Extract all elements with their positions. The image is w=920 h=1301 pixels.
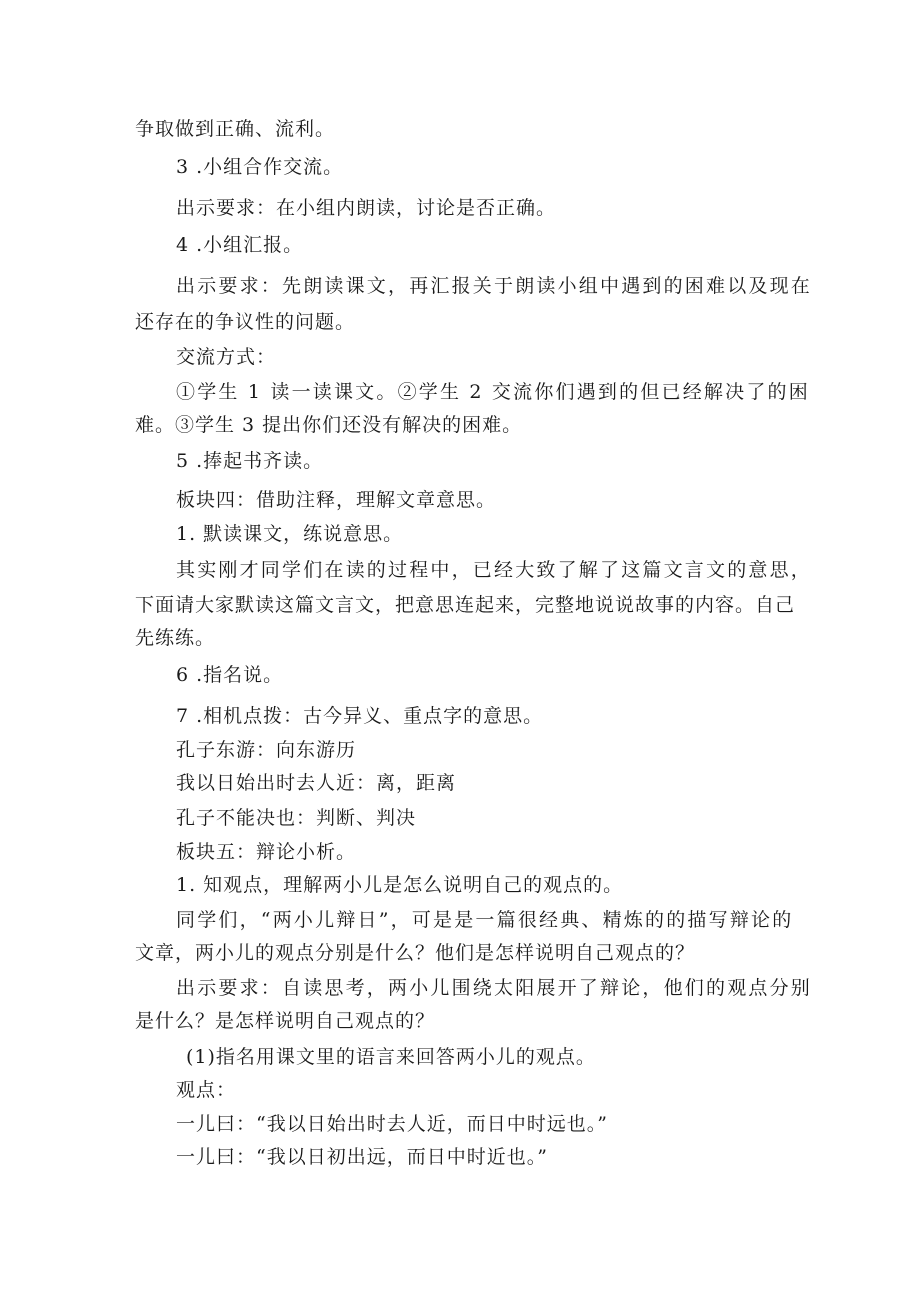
text-line: 争取做到正确、流利。 [135,118,336,140]
text-line: 其实刚才同学们在读的过程中，已经大致了解了这篇文言文的意思， [176,559,813,581]
text-line: 还存在的争议性的问题。 [135,311,356,333]
text-line: 观点： [176,1079,237,1101]
quote-line: 一儿曰：“我以日初出远，而日中时近也。” [176,1146,548,1168]
step-heading: 4 .小组汇报。 [176,234,304,256]
step-heading: 6 .指名说。 [176,664,284,686]
section-heading: 板块四：借助注释，理解文章意思。 [176,489,497,511]
section-heading: 板块五：辩论小析。 [176,841,357,863]
text-line: ①学生 1 读一读课文。②学生 2 交流你们遇到的但已经解决了的困 [176,381,810,403]
step-heading: 3 .小组合作交流。 [176,156,344,178]
step-heading: 1. 知观点，理解两小儿是怎么说明自己的观点的。 [176,874,624,896]
text-line: 出示要求：先朗读课文，再汇报关于朗读小组中遇到的困难以及现在 [176,275,813,297]
text-line: 出示要求：自读思考，两小儿围绕太阳展开了辩论，他们的观点分别 [176,977,813,999]
text-line: 是什么？是怎样说明自己观点的？ [135,1010,436,1032]
text-line: 先练练。 [135,627,216,649]
step-heading: 7 .相机点拨：古今异义、重点字的意思。 [176,705,544,727]
text-line: 我以日始出时去人近：离，距离 [176,772,457,794]
text-line: 孔子不能决也：判断、判决 [176,807,417,829]
sub-step-heading: (1)指名用课文里的语言来回答两小儿的观点。 [186,1046,596,1068]
text-line: 交流方式： [176,346,277,368]
text-line: 下面请大家默读这篇文言文，把意思连起来，完整地说说故事的内容。自己 [135,594,796,616]
text-line: 出示要求：在小组内朗读，讨论是否正确。 [176,197,557,219]
step-heading: 1. 默读课文，练说意思。 [176,523,404,545]
text-line: 同学们，“两小儿辩日”，可是是一篇很经典、精炼的的描写辩论的 [176,909,794,931]
text-line: 文章，两小儿的观点分别是什么？他们是怎样说明自己观点的？ [135,942,696,964]
text-line: 难。③学生 3 提出你们还没有解决的困难。 [135,414,523,436]
quote-line: 一儿曰：“我以日始出时去人近，而日中时远也。” [176,1113,608,1135]
step-heading: 5 .捧起书齐读。 [176,450,324,472]
text-line: 孔子东游：向东游历 [176,739,357,761]
